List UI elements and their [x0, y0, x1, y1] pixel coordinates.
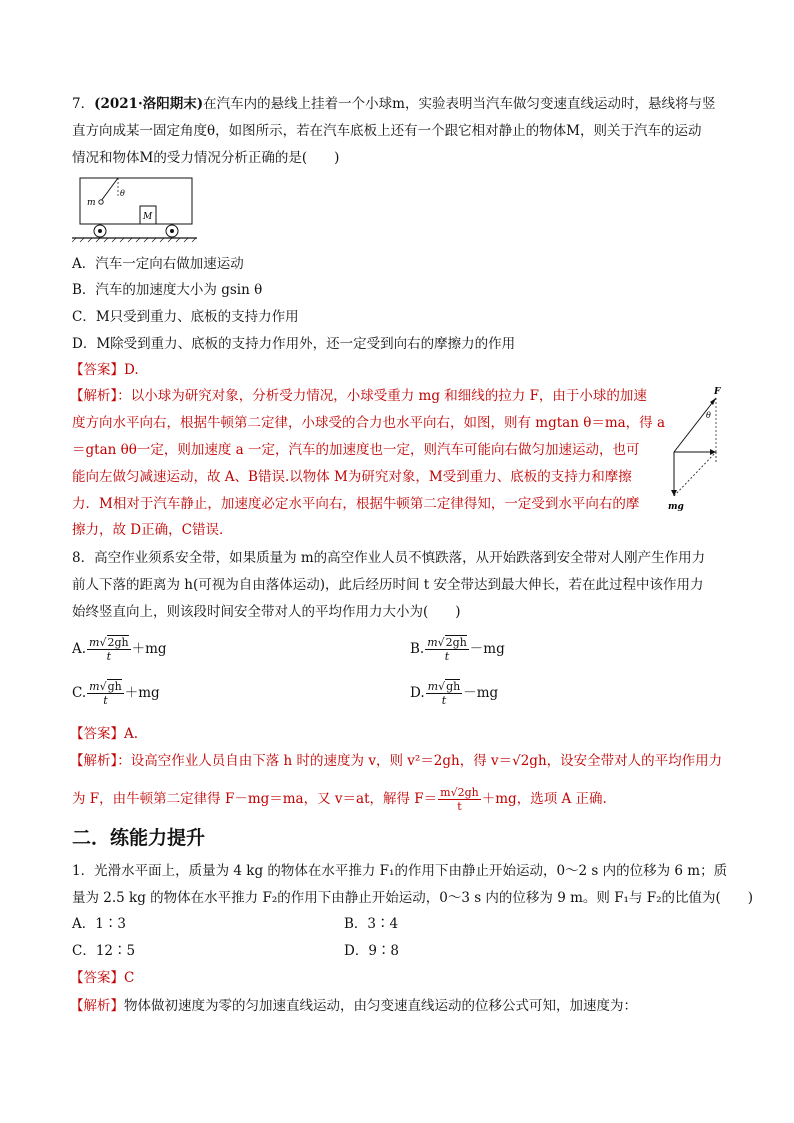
theta-label: θ: [120, 189, 125, 198]
s2q1-option-a: A．1∶3: [72, 916, 126, 932]
ball-label: m: [87, 198, 96, 208]
q7-option-d: D．M除受到重力、底板的支持力作用外，还一定受到向右的摩擦力的作用: [72, 336, 516, 352]
force-theta-label: θ: [706, 411, 711, 420]
q7-analysis-line4: 能向左做匀减速运动，故 A、B错误.以物体 M为研究对象，M受到重力、底板的支持力和摩擦: [72, 469, 632, 485]
option-letter: B.: [410, 641, 425, 657]
answer-value: D.: [124, 362, 139, 378]
q7-answer: [70, 360, 139, 380]
option-letter: D.: [410, 685, 425, 701]
analysis-text: 物体做初速度为零的匀加速直线运动，由匀变速直线运动的位移公式可知，加速度为：: [124, 998, 637, 1014]
option-fraction: $\frac{m√2gh}{t}$: [427, 636, 467, 663]
answer-tag: 【答案】: [70, 970, 124, 986]
force-f-label: F: [714, 387, 721, 397]
answer-value: A.: [124, 726, 139, 742]
analysis-text: 为 F，由牛顿第二定律得 F－mg＝ma，又 v＝at，解得 F＝: [72, 791, 438, 807]
q7-analysis-line1: [70, 386, 647, 406]
q8-answer: [70, 724, 138, 744]
q7-option-b: B．汽车的加速度大小为 gsin θ: [72, 282, 263, 298]
q8-line2: 前人下落的距离为 h(可视为自由落体运动)，此后经历时间 t 安全带达到最大伸长，若在此过程中该作用力: [72, 577, 704, 593]
option-fraction: $\frac{m√2gh}{t}$: [89, 636, 129, 663]
s2q1-line1: 1．光滑水平面上，质量为 4 kg 的物体在水平推力 F₁的作用下由静止开始运动，0～2 s 内的位移为 6 m；质: [72, 863, 728, 879]
q7-analysis-line5: 力．M相对于汽车静止，加速度必定水平向右，根据牛顿第二定律得知，一定受到水平向右的摩: [72, 496, 640, 512]
q8-option-d: [410, 680, 498, 707]
option-fraction: $\frac{m√gh}{t}$: [89, 680, 122, 707]
answer-value: C: [124, 970, 135, 986]
s2q1-option-d: D．9∶8: [344, 943, 400, 959]
analysis-text: ：设高空作业人员自由下落 h 时的速度为 v，则 v²＝2gh，得 v＝√2gh，设安全带对人的平均作用力: [117, 753, 723, 769]
car-figure: [72, 174, 202, 244]
q7-analysis-line3: ＝gtan θθ一定，则加速度 a 一定，汽车的加速度也一定，则汽车可能向右做匀加速运动，也可: [72, 442, 640, 458]
q7-option-a: A．汽车一定向右做加速运动: [72, 256, 244, 272]
q8-option-c: [72, 680, 160, 707]
s2q1-line2: 量为 2.5 kg 的物体在水平推力 F₂的作用下由静止开始运动，0～3 s 内的位移为 9 m。则 F₁与 F₂的比值为( ): [72, 890, 754, 906]
option-letter: A.: [72, 641, 87, 657]
q8-option-b: [410, 636, 505, 663]
q7-number: 7．: [72, 96, 95, 112]
q7-source: (2021·洛阳期末): [94, 96, 204, 112]
section-title: 二．练能力提升: [72, 827, 206, 849]
q8-analysis-line2: [72, 786, 607, 813]
analysis-fraction: $\frac{m√2gh}{t}$: [440, 786, 479, 813]
force-mg-label: mg: [668, 502, 684, 512]
option-letter: C.: [72, 685, 87, 701]
q7-line2: 直方向成某一固定角度θ，如图所示，若在汽车底板上还有一个跟它相对静止的物体M，则关于汽车的运动: [72, 123, 702, 139]
option-fraction: $\frac{m√gh}{t}$: [427, 680, 461, 707]
s2q1-option-b: B．3∶4: [344, 916, 399, 932]
q8-analysis-line1: [70, 751, 722, 771]
q8-line3: 始终竖直向上，则该段时间安全带对人的平均作用力大小为( ): [72, 604, 461, 620]
q7-option-c: C．M只受到重力、底板的支持力作用: [72, 309, 299, 325]
q7-stem-1: 在汽车内的悬线上挂着一个小球m，实验表明当汽车做匀变速直线运动时，悬线将与竖: [203, 96, 716, 112]
force-diagram: [660, 384, 730, 514]
analysis-text: ：以小球为研究对象，分析受力情况，小球受重力 mg 和细线的拉力 F，由于小球的加速: [117, 388, 647, 404]
q7-analysis-line6: 擦力，故 D正确，C错误．: [72, 522, 233, 538]
q8-option-a: [72, 636, 167, 663]
analysis-tag: 【解析】: [70, 753, 118, 769]
q8-line1: 8．高空作业须系安全带，如果质量为 m的高空作业人员不慎跌落，从开始跌落到安全带对人刚产生作用力: [72, 550, 706, 566]
option-tail: －mg: [463, 685, 499, 701]
option-tail: ＋mg: [124, 685, 160, 701]
s2q1-option-c: C．12∶5: [72, 943, 136, 959]
analysis-tag: 【解析】: [70, 998, 124, 1014]
answer-tag: 【答案】: [70, 362, 124, 378]
s2q1-answer: [70, 968, 134, 988]
answer-tag: 【答案】: [70, 726, 124, 742]
q7-line1: [72, 94, 715, 114]
q7-line3: 情况和物体M的受力情况分析正确的是( ): [72, 150, 340, 166]
block-label: M: [143, 212, 153, 222]
option-tail: －mg: [469, 641, 505, 657]
analysis-tag: 【解析】: [70, 388, 118, 404]
q7-analysis-line2: 度方向水平向右，根据牛顿第二定律，小球受的合力也水平向右，如图，则有 mgtan θ＝ma，得 a: [72, 415, 666, 431]
s2q1-analysis: [70, 996, 637, 1016]
option-tail: ＋mg: [131, 641, 167, 657]
analysis-text: ＋mg，选项 A 正确.: [481, 791, 607, 807]
